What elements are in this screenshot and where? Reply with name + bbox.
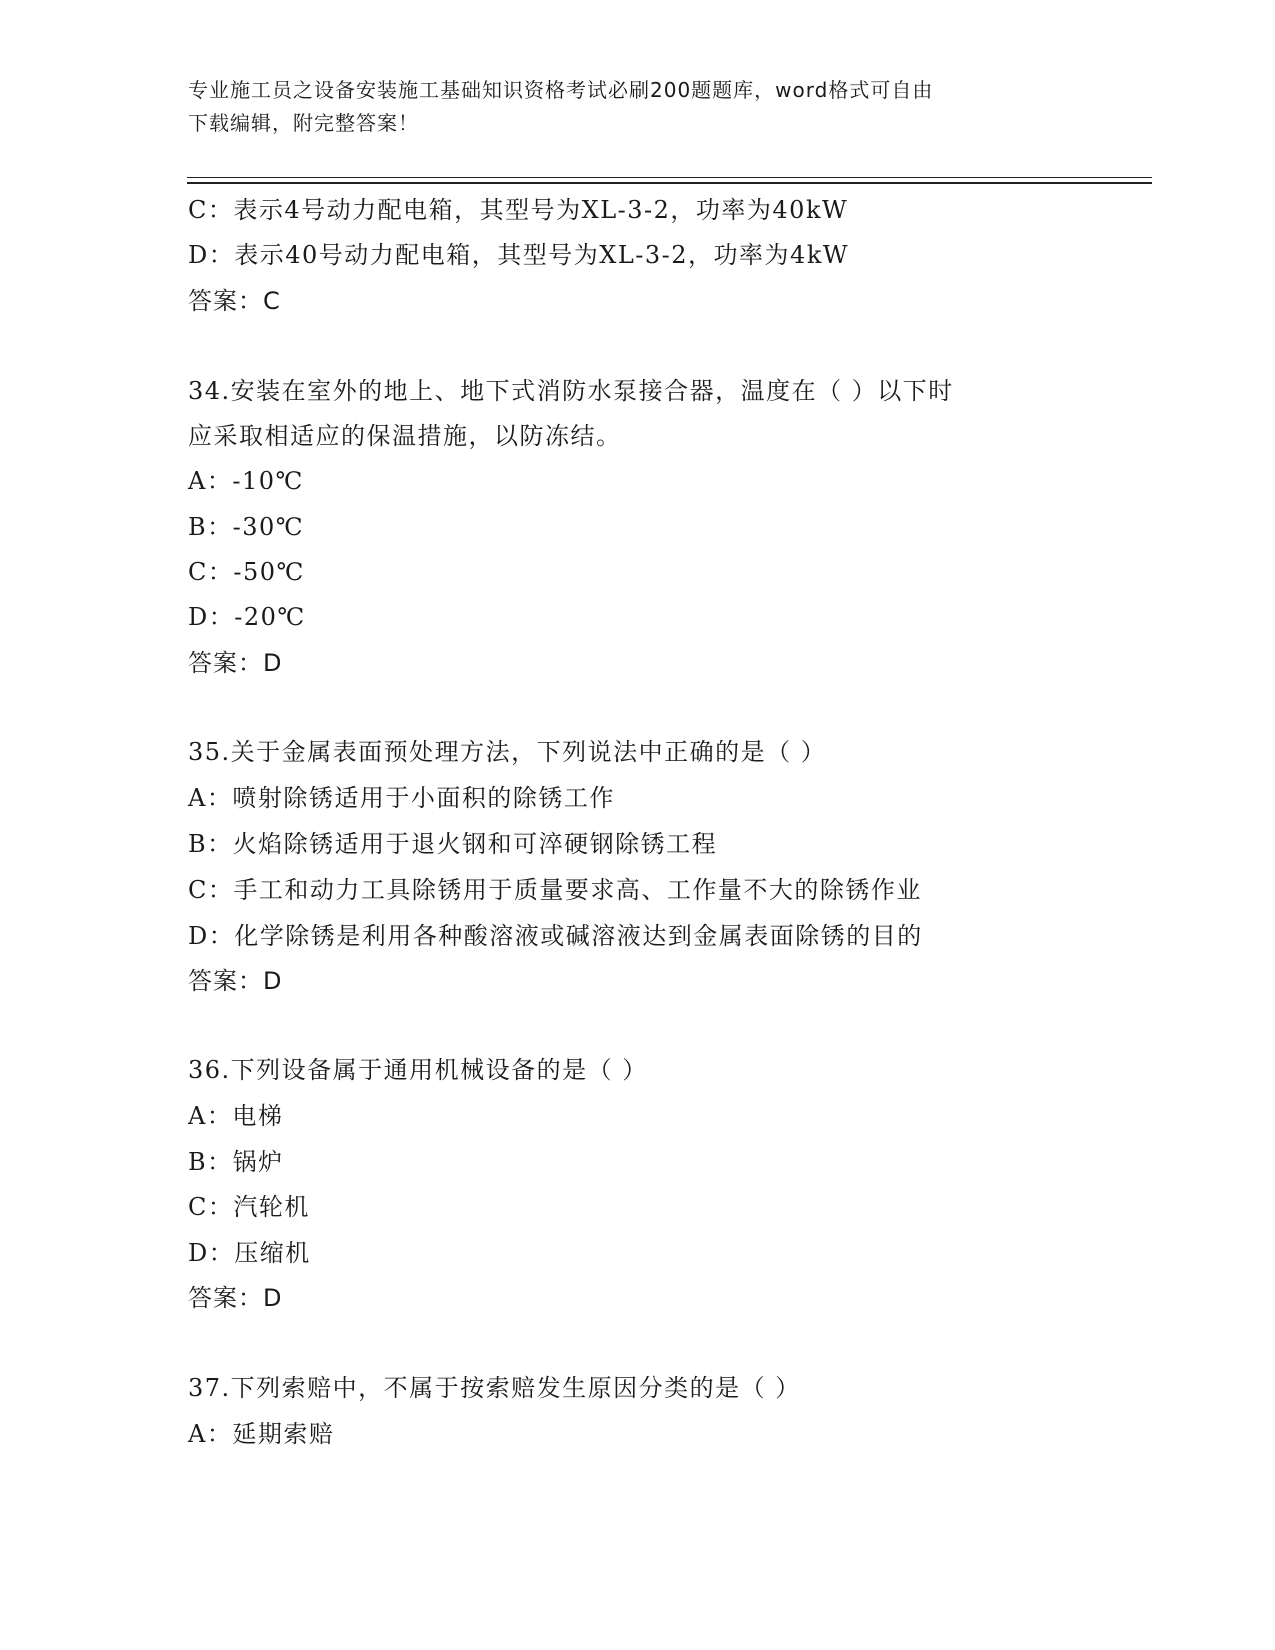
q34-stem-line-2: 应采取相适应的保温措施，以防冻结。 xyxy=(188,422,622,450)
header-divider-thick xyxy=(187,182,1152,184)
q34-option-a: A：-10℃ xyxy=(188,467,304,495)
q33-option-c: C：表示4号动力配电箱，其型号为XL-3-2，功率为40kW xyxy=(188,196,849,224)
q33-option-d: D：表示40号动力配电箱，其型号为XL-3-2，功率为4kW xyxy=(188,241,850,269)
q35-option-b: B：火焰除锈适用于退火钢和可淬硬钢除锈工程 xyxy=(188,830,718,858)
q35-option-c: C：手工和动力工具除锈用于质量要求高、工作量不大的除锈作业 xyxy=(188,876,922,904)
q34-option-c: C：-50℃ xyxy=(188,558,305,586)
q33-answer: 答案：C xyxy=(188,287,281,315)
q34-stem-line-1: 34.安装在室外的地上、地下式消防水泵接合器，温度在（ ）以下时 xyxy=(188,377,954,405)
q34-answer: 答案：D xyxy=(188,649,283,677)
q37-option-a: A：延期索赔 xyxy=(188,1420,335,1448)
q35-answer: 答案：D xyxy=(188,967,283,995)
q36-option-b: B：锅炉 xyxy=(188,1148,284,1176)
q36-answer: 答案：D xyxy=(188,1284,283,1312)
q35-stem: 35.关于金属表面预处理方法，下列说法中正确的是（ ） xyxy=(188,738,827,766)
header-line-1: 专业施工员之设备安装施工基础知识资格考试必刷200题题库，word格式可自由 xyxy=(188,78,934,102)
q35-option-a: A：喷射除锈适用于小面积的除锈工作 xyxy=(188,784,615,812)
header-line-2: 下载编辑，附完整答案！ xyxy=(188,111,419,135)
q36-stem: 36.下列设备属于通用机械设备的是（ ） xyxy=(188,1056,648,1084)
q37-stem: 37.下列索赔中，不属于按索赔发生原因分类的是（ ） xyxy=(188,1374,801,1402)
q35-option-d: D：化学除锈是利用各种酸溶液或碱溶液达到金属表面除锈的目的 xyxy=(188,922,923,950)
q34-option-d: D：-20℃ xyxy=(188,603,306,631)
document-header xyxy=(188,74,1068,140)
q36-option-d: D：压缩机 xyxy=(188,1239,311,1267)
q36-option-c: C：汽轮机 xyxy=(188,1193,310,1221)
q34-option-b: B：-30℃ xyxy=(188,513,305,541)
q36-option-a: A：电梯 xyxy=(188,1102,284,1130)
header-divider-thin xyxy=(187,177,1152,178)
